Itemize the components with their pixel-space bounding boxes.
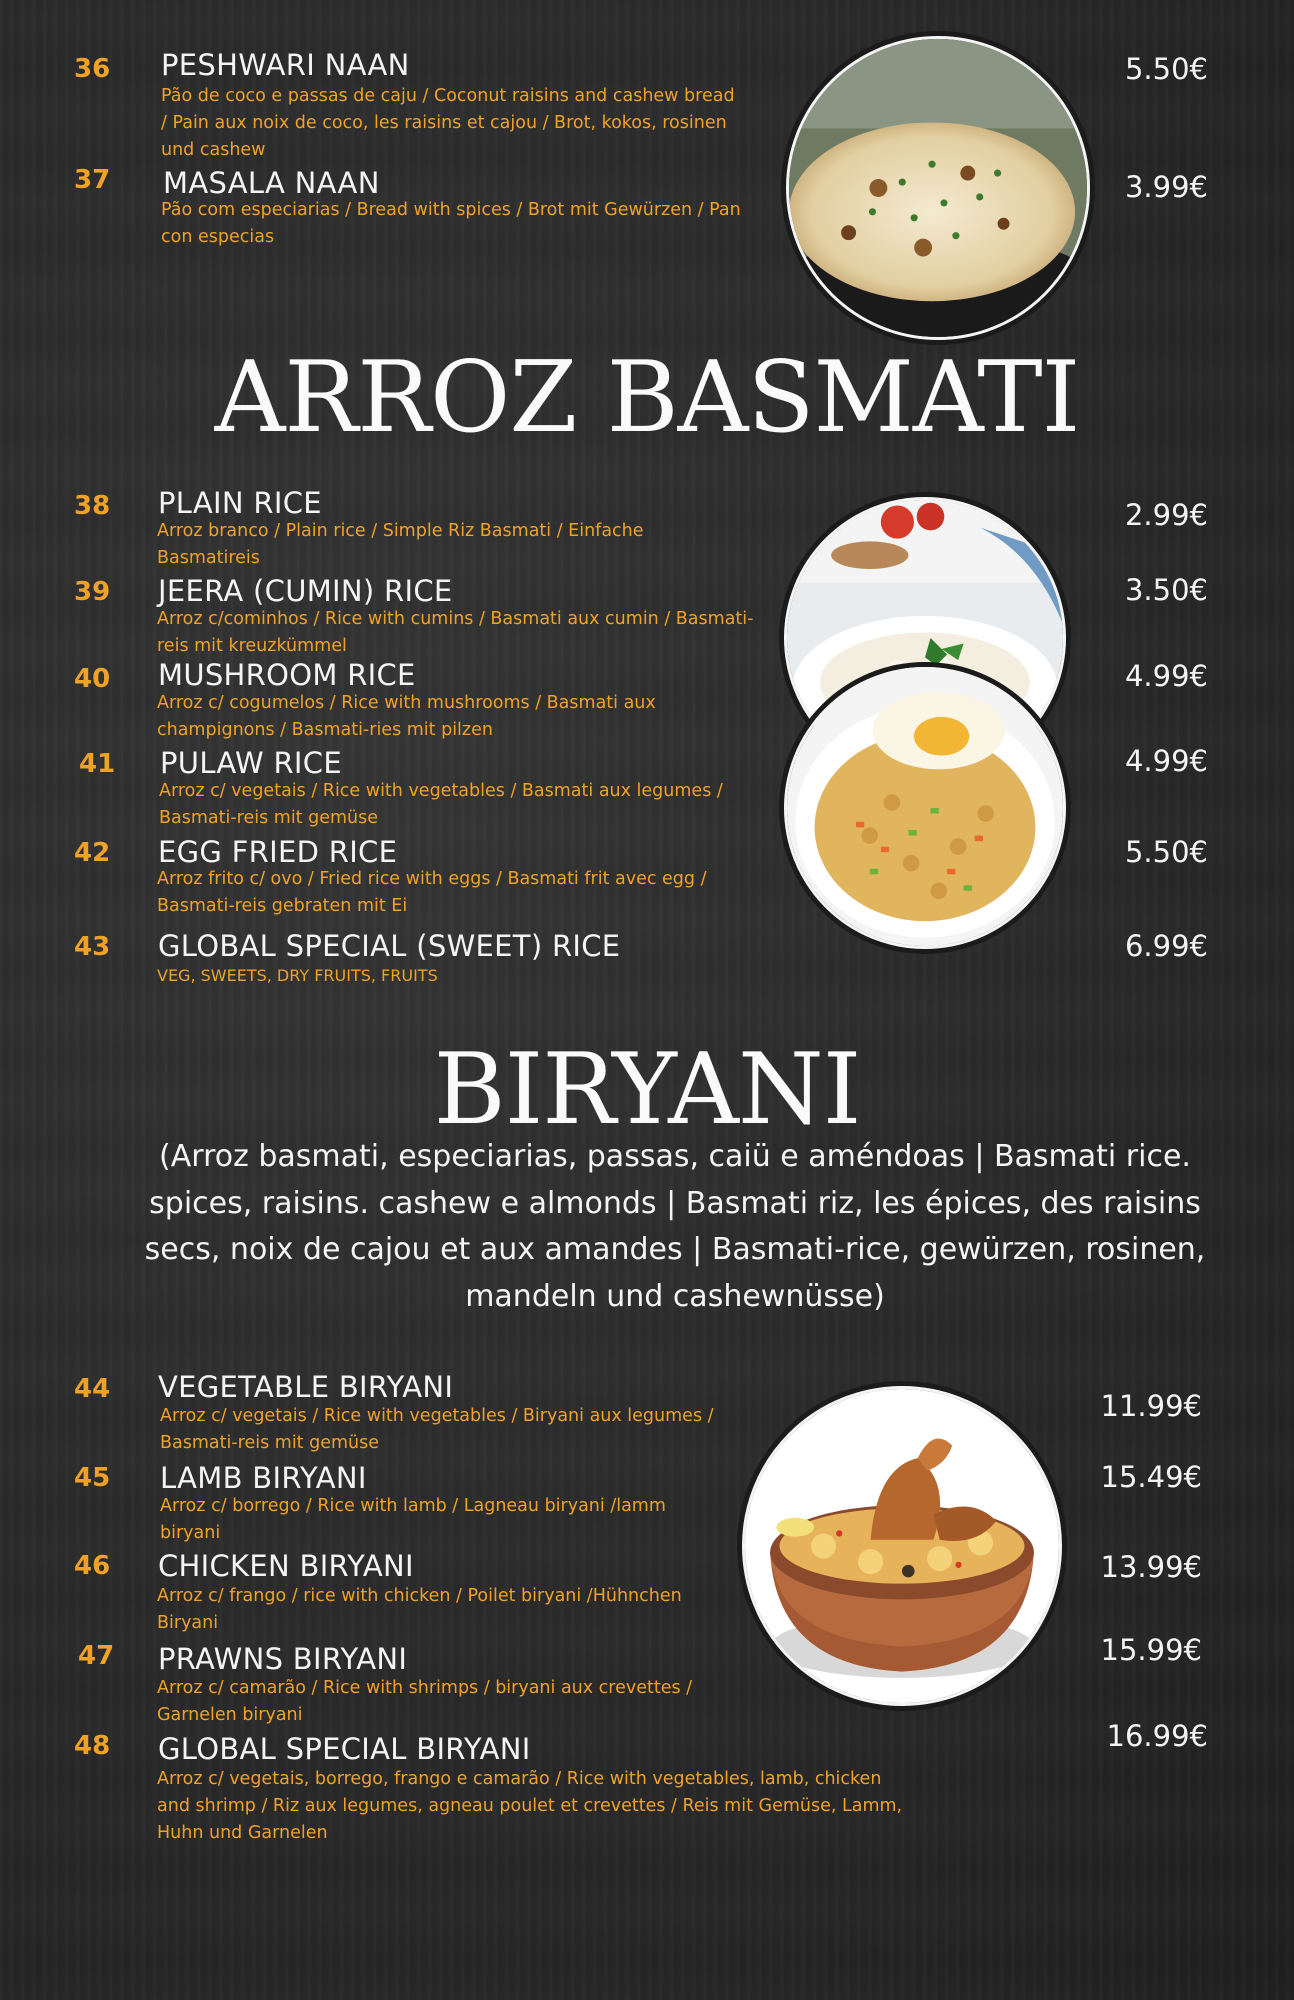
item-number: 46 — [74, 1551, 111, 1581]
egg-fried-rice-photo — [784, 667, 1066, 949]
item-price: 4.99€ — [1124, 744, 1208, 778]
item-price: 13.99€ — [1100, 1550, 1202, 1584]
item-name: GLOBAL SPECIAL BIRYANI — [158, 1732, 531, 1766]
item-price: 6.99€ — [1124, 929, 1208, 963]
item-price: 4.99€ — [1124, 659, 1208, 693]
item-number: 45 — [74, 1463, 111, 1493]
item-name: PRAWNS BIRYANI — [158, 1642, 408, 1676]
item-number: 44 — [74, 1374, 111, 1404]
item-description: Arroz c/ cogumelos / Rice with mushrooms / Basmati aux champignons / Basmati-ries mit pilzen — [157, 693, 656, 740]
item-description: Arroz branco / Plain rice / Simple Riz Basmati / Einfache Basmatireis — [157, 521, 644, 568]
item-price: 15.49€ — [1100, 1460, 1202, 1494]
item-price: 2.99€ — [1124, 498, 1208, 532]
item-description: Arroz c/ vegetais, borrego, frango e camarão / Rice with vegetables, lamb, chicken and shrimp / Riz aux legumes, agneau poulet et crevettes / Reis mit Gemüse, Lamm, Huhn und Garnelen — [157, 1769, 903, 1843]
item-number: 47 — [78, 1641, 115, 1671]
item-description: Arroz c/cominhos / Rice with cumins / Basmati aux cumin / Basmati-reis mit kreuzkümmel — [157, 609, 754, 656]
item-name: PESHWARI NAAN — [161, 48, 410, 82]
item-name: MUSHROOM RICE — [158, 658, 416, 692]
item-number: 36 — [74, 54, 111, 84]
item-number: 38 — [74, 491, 111, 521]
item-number: 43 — [74, 932, 111, 962]
item-price: 16.99€ — [1106, 1719, 1208, 1753]
item-name: MASALA NAAN — [163, 166, 380, 200]
item-description: Arroz c/ camarão / Rice with shrimps / biryani aux crevettes / Garnelen biryani — [157, 1678, 693, 1725]
item-price: 5.50€ — [1124, 835, 1208, 869]
biryani-photo — [742, 1386, 1062, 1706]
item-number: 41 — [79, 749, 116, 779]
section-note-biryani: (Arroz basmati, especiarias, passas, caiü e améndoas | Basmati rice. spices, raisins. cashew e almonds | Basmati riz, les épices, des raisins secs, noix de cajou et aux amandes | Basmati-rice, gewürzen, rosinen, mandeln und cashewnüsse) — [144, 1139, 1206, 1314]
item-price: 15.99€ — [1100, 1633, 1202, 1667]
item-description: Arroz frito c/ ovo / Fried rice with eggs / Basmati frit avec egg / Basmati-reis gebraten mit Ei — [157, 869, 707, 916]
item-description: Pão com especiarias / Bread with spices / Brot mit Gewürzen / Pan con especias — [161, 200, 741, 247]
section-title-biryani: BIRYANI — [433, 1033, 861, 1147]
item-name: CHICKEN BIRYANI — [158, 1549, 414, 1583]
item-price: 3.50€ — [1124, 573, 1208, 607]
item-number: 37 — [74, 165, 111, 195]
item-name: JEERA (CUMIN) RICE — [158, 574, 453, 608]
item-description: Pão de coco e passas de caju / Coconut raisins and cashew bread / Pain aux noix de coco, les raisins et cajou / Brot, kokos, rosinen und cashew — [161, 86, 735, 160]
item-description: Arroz c/ frango / rice with chicken / Poilet biryani /Hühnchen Biryani — [157, 1586, 682, 1633]
item-number: 48 — [74, 1731, 111, 1761]
section-title-rice: ARROZ BASMATI — [214, 341, 1080, 455]
item-number: 40 — [74, 664, 111, 694]
naan-photo — [786, 36, 1090, 340]
item-description: Arroz c/ vegetais / Rice with vegetables / Basmati aux legumes / Basmati-reis mit gemüse — [159, 781, 723, 828]
item-name: EGG FRIED RICE — [158, 835, 398, 869]
item-description: VEG, SWEETS, DRY FRUITS, FRUITS — [157, 966, 438, 985]
item-description: Arroz c/ borrego / Rice with lamb / Lagneau biryani /lamm biryani — [160, 1496, 666, 1543]
item-description: Arroz c/ vegetais / Rice with vegetables / Biryani aux legumes / Basmati-reis mit gemüse — [160, 1406, 714, 1453]
item-number: 39 — [74, 577, 111, 607]
item-price: 5.50€ — [1124, 52, 1208, 86]
item-name: PLAIN RICE — [158, 486, 322, 520]
item-name: PULAW RICE — [160, 746, 342, 780]
item-name: LAMB BIRYANI — [160, 1461, 367, 1495]
item-price: 11.99€ — [1100, 1389, 1202, 1423]
item-number: 42 — [74, 838, 111, 868]
item-name: GLOBAL SPECIAL (SWEET) RICE — [158, 929, 621, 963]
item-price: 3.99€ — [1124, 170, 1208, 204]
item-name: VEGETABLE BIRYANI — [158, 1370, 454, 1404]
